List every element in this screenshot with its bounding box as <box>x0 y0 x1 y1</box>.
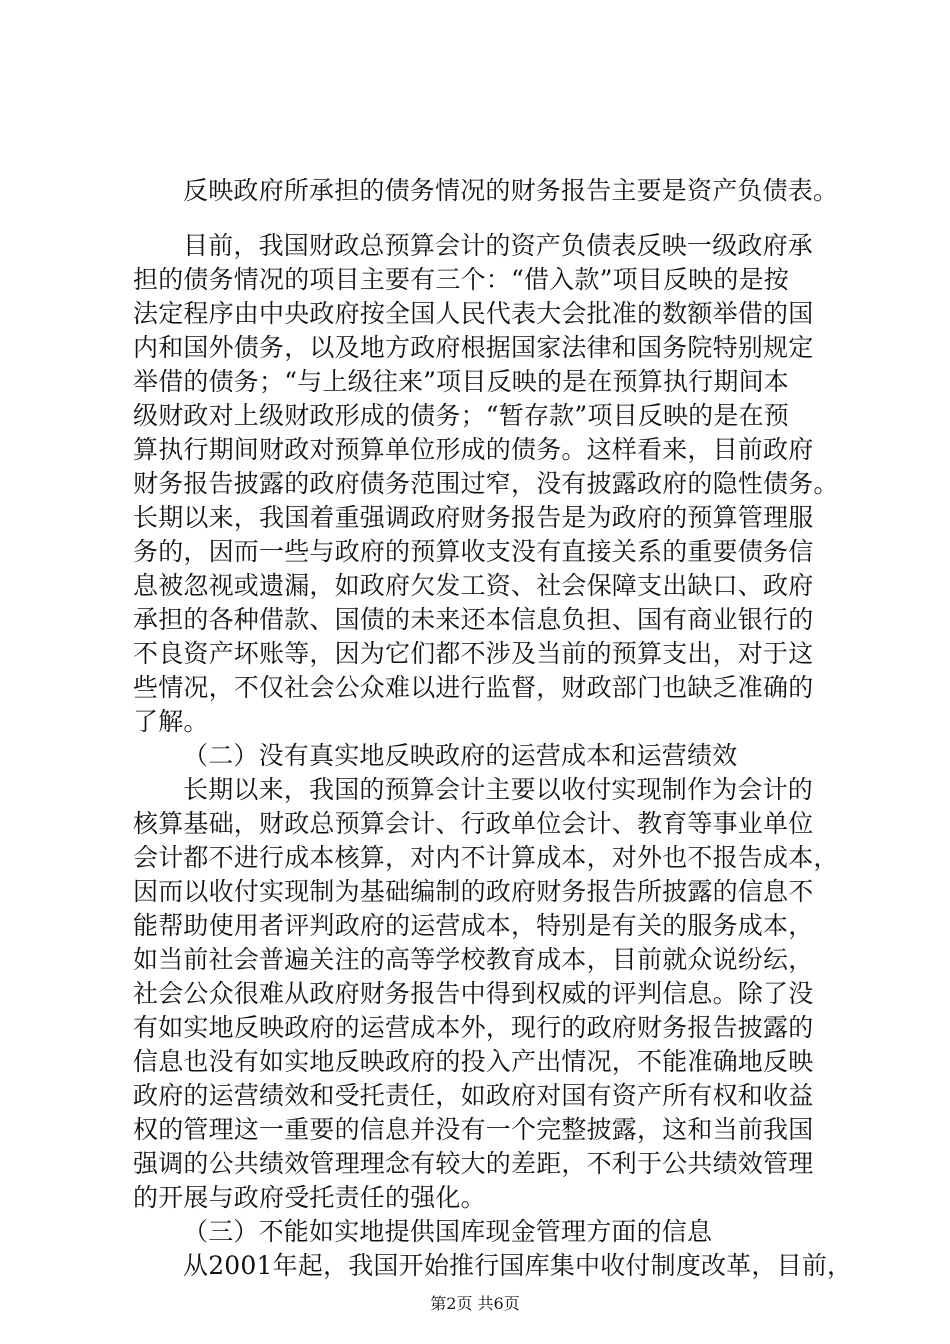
text-line: 些情况，不仅社会公众难以进行监督，财政部门也缺乏准确的 <box>133 673 814 702</box>
text-line: 承担的各种借款、国债的未来还本信息负担、国有商业银行的 <box>133 605 814 634</box>
text-line: 息被忽视或遗漏，如政府欠发工资、社会保障支出缺口、政府 <box>133 571 814 600</box>
text-line: 能帮助使用者评判政府的运营成本，特别是有关的服务成本， <box>133 911 814 940</box>
text-line: 政府的运营绩效和受托责任，如政府对国有资产所有权和收益 <box>133 1081 814 1110</box>
text-line: 内和国外债务，以及地方政府根据国家法律和国务院特别规定 <box>133 333 814 362</box>
text-line: 的开展与政府受托责任的强化。 <box>133 1183 486 1212</box>
text-line: 长期以来，我国着重强调政府财务报告是为政府的预算管理服 <box>133 503 814 532</box>
section-heading: （二）没有真实地反映政府的运营成本和运营绩效 <box>183 741 738 770</box>
text-line: 有如实地反映政府的运营成本外，现行的政府财务报告披露的 <box>133 1013 814 1042</box>
text-line: 不良资产坏账等，因为它们都不涉及当前的预算支出，对于这 <box>133 639 814 668</box>
text-line: 长期以来，我国的预算会计主要以收付实现制作为会计的 <box>183 775 814 804</box>
text-line: 从2001年起，我国开始推行国库集中收付制度改革，目前， <box>183 1251 853 1280</box>
text-line: 信息也没有如实地反映政府的投入产出情况，不能准确地反映 <box>133 1047 814 1076</box>
text-line: 因而以收付实现制为基础编制的政府财务报告所披露的信息不 <box>133 877 814 906</box>
text-line: 社会公众很难从政府财务报告中得到权威的评判信息。除了没 <box>133 979 814 1008</box>
text-line: 如当前社会普遍关注的高等学校教育成本，目前就众说纷纭， <box>133 945 814 974</box>
text-line: 担的债务情况的项目主要有三个：“借入款”项目反映的是按 <box>133 265 789 294</box>
text-line: 举借的债务；“与上级往来”项目反映的是在预算执行期间本 <box>133 367 789 396</box>
text-line: 级财政对上级财政形成的债务；“暂存款”项目反映的是在预 <box>133 401 789 430</box>
text-line: 强调的公共绩效管理理念有较大的差距，不利于公共绩效管理 <box>133 1149 814 1178</box>
text-line: 目前，我国财政总预算会计的资产负债表反映一级政府承 <box>183 231 814 260</box>
text-line: 务的，因而一些与政府的预算收支没有直接关系的重要债务信 <box>133 537 814 566</box>
text-line: 了解。 <box>133 707 209 736</box>
text-line: 权的管理这一重要的信息并没有一个完整披露，这和当前我国 <box>133 1115 814 1144</box>
page-number-label: 第2页 共6页 <box>430 1294 520 1313</box>
page-footer <box>0 1293 950 1315</box>
text-line: 算执行期间财政对预算单位形成的债务。这样看来，目前政府 <box>133 435 814 464</box>
text-line: 反映政府所承担的债务情况的财务报告主要是资产负债表。 <box>183 176 839 205</box>
text-line: 财务报告披露的政府债务范围过窄，没有披露政府的隐性债务。 <box>133 469 839 498</box>
section-heading: （三）不能如实地提供国库现金管理方面的信息 <box>183 1217 713 1246</box>
text-line: 核算基础，财政总预算会计、行政单位会计、教育等事业单位 <box>133 809 814 838</box>
text-line: 会计都不进行成本核算，对内不计算成本，对外也不报告成本， <box>133 843 839 872</box>
text-line: 法定程序由中央政府按全国人民代表大会批准的数额举借的国 <box>133 299 814 328</box>
